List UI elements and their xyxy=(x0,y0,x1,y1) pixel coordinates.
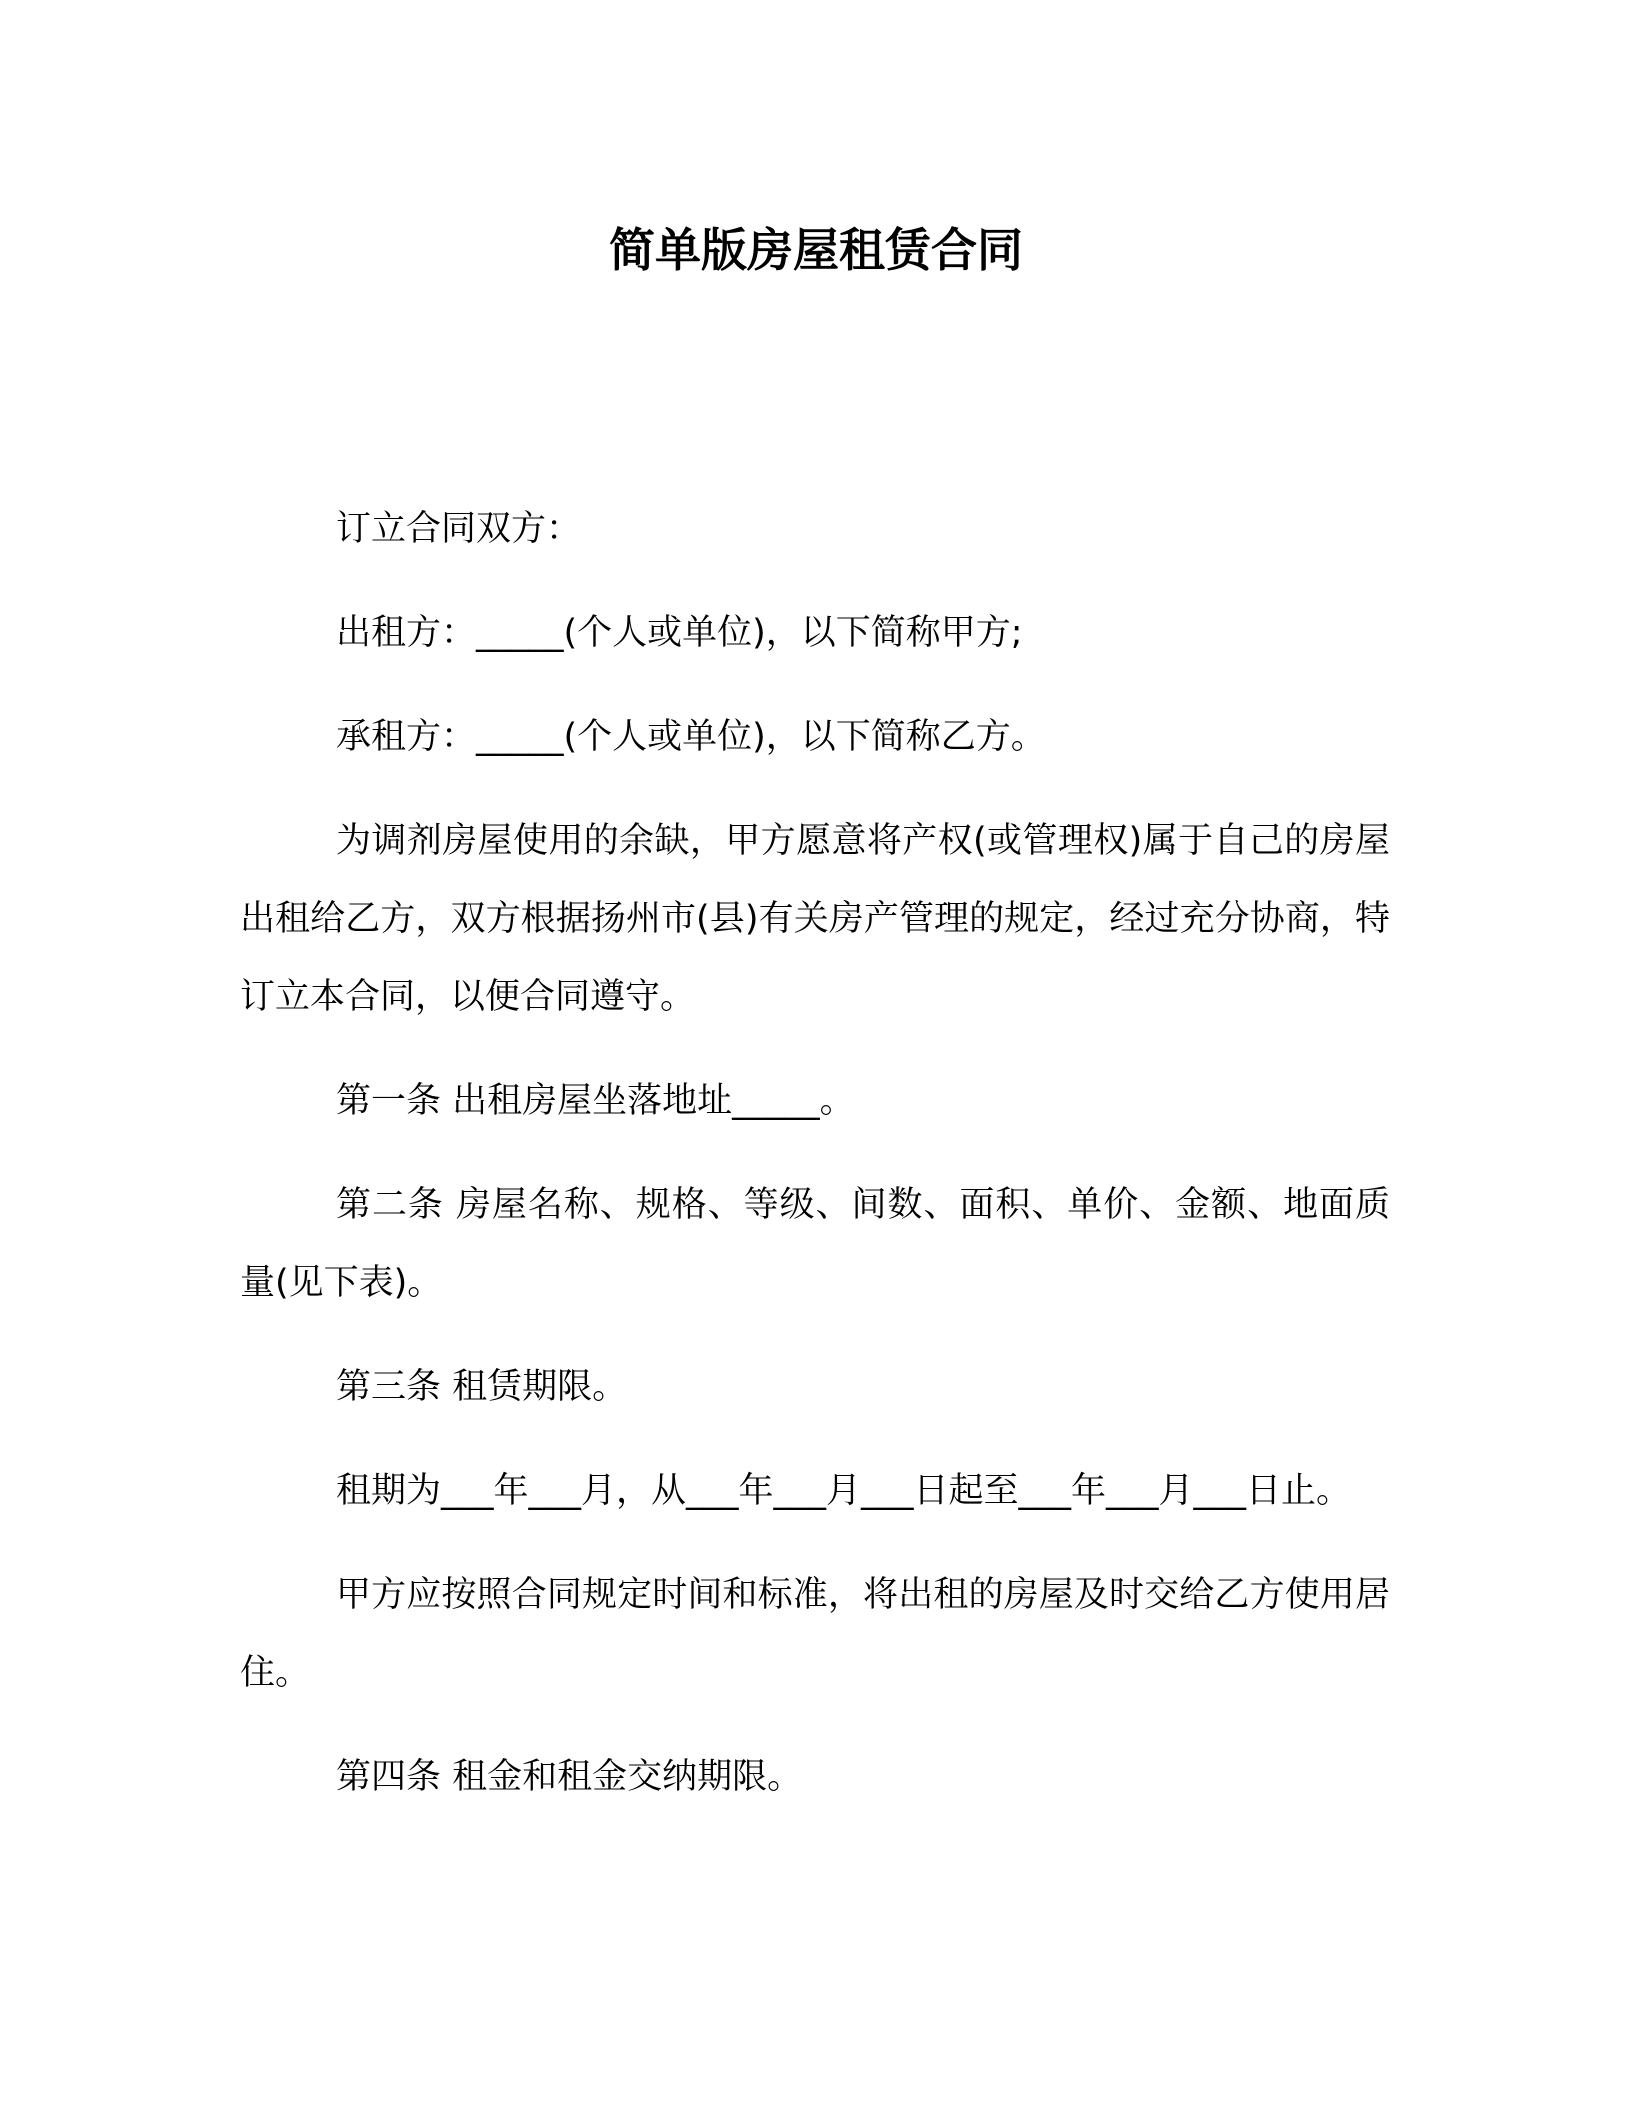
paragraph-article-1: 第一条 出租房屋坐落地址_____。 xyxy=(336,1081,855,1121)
document-title: 简单版房屋租赁合同 xyxy=(609,223,1023,277)
paragraph-lessor: 出租方：_____(个人或单位)，以下简称甲方; xyxy=(336,613,1023,653)
document-body xyxy=(240,490,1390,1842)
paragraph-lessee: 承租方：_____(个人或单位)，以下简称乙方。 xyxy=(336,717,1046,757)
paragraph-parties-heading: 订立合同双方： xyxy=(336,509,582,549)
paragraph-delivery: 甲方应按照合同规定时间和标准，将出租的房屋及时交给乙方使用居住。 xyxy=(240,1575,1390,1693)
paragraph-preamble: 为调剂房屋使用的余缺，甲方愿意将产权(或管理权)属于自己的房屋出租给乙方，双方根据扬州市(县)有关房产管理的规定，经过充分协商，特订立本合同，以便合同遵守。 xyxy=(240,821,1390,1017)
paragraph-article-3: 第三条 租赁期限。 xyxy=(336,1367,628,1407)
paragraph-article-2: 第二条 房屋名称、规格、等级、间数、面积、单价、金额、地面质量(见下表)。 xyxy=(240,1185,1390,1303)
paragraph-article-4: 第四条 租金和租金交纳期限。 xyxy=(336,1757,803,1797)
paragraph-lease-term: 租期为___年___月，从___年___月___日起至___年___月___日止。 xyxy=(336,1471,1352,1511)
